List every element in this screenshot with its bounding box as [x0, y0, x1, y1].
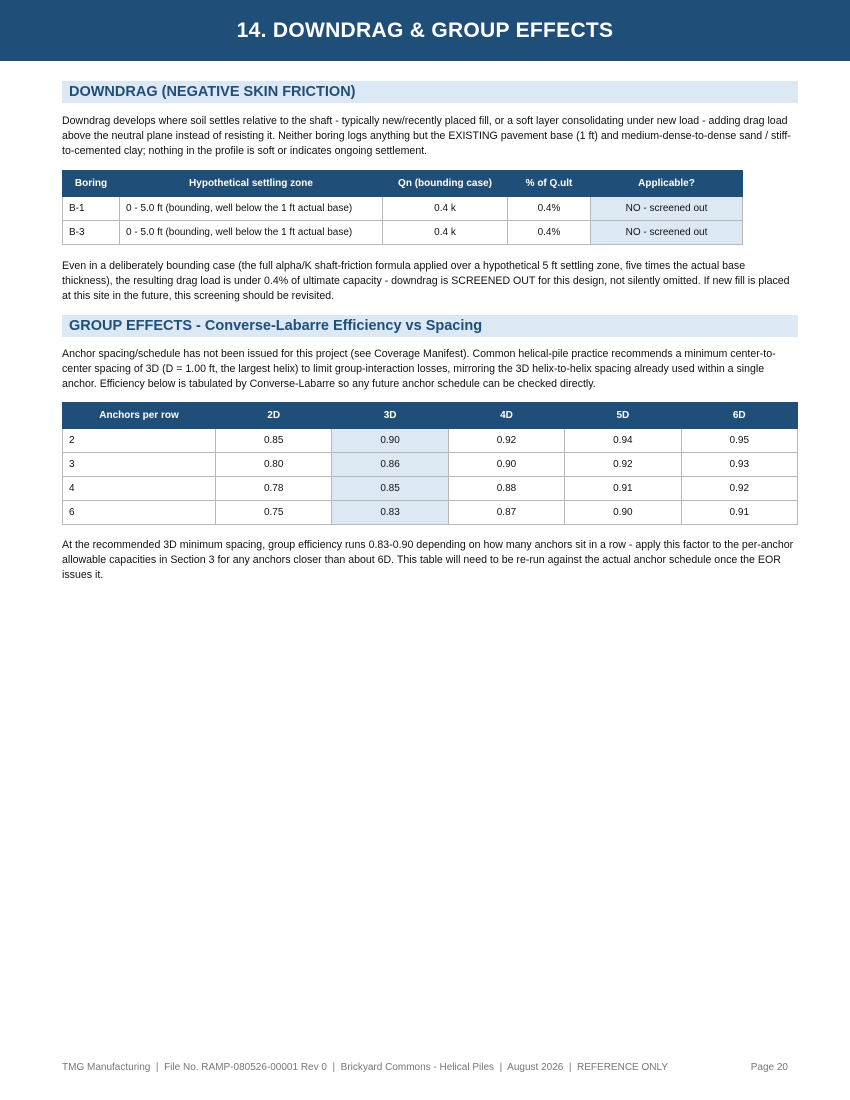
table-row [63, 477, 798, 501]
table-cell: 0 - 5.0 ft (bounding, well below the 1 ft actual base) [120, 221, 383, 245]
table-cell: 0.92 [681, 477, 797, 501]
page-title: 14. DOWNDRAG & GROUP EFFECTS [0, 0, 850, 61]
table-cell: 0.91 [565, 477, 681, 501]
table-row [63, 221, 743, 245]
column-header: 4D [448, 403, 564, 429]
column-header: Qn (bounding case) [383, 171, 508, 197]
table-cell: 0.4% [508, 221, 591, 245]
table-cell: 0 - 5.0 ft (bounding, well below the 1 ft actual base) [120, 197, 383, 221]
table-cell: 0.75 [216, 501, 332, 525]
efficiency-table [62, 402, 798, 525]
page-content [62, 81, 798, 583]
table-cell: 0.78 [216, 477, 332, 501]
footer-text: TMG Manufacturing | File No. RAMP-080526-00001 Rev 0 | Brickyard Commons - Helical Piles | August 2026 | REFERENCE ONLY [62, 1062, 668, 1073]
table-row [63, 501, 798, 525]
page-footer [62, 1062, 788, 1073]
column-header: 5D [565, 403, 681, 429]
downdrag-intro: Downdrag develops where soil settles relative to the shaft - typically new/recently placed fill, or a soft layer consolidating under new load - adding drag load above the neutral plane instead of resisting it. Neither boring logs anything but the EXISTING pavement base (1 ft) and medium-dense-to-dense sand / stiff-to-cemented clay; nothing in the profile is soft or indicates ongoing settlement. [62, 115, 791, 157]
table-cell: 3 [63, 453, 216, 477]
table-cell: 0.85 [332, 477, 448, 501]
table-header-row [63, 403, 798, 429]
table-cell: 0.4 k [383, 221, 508, 245]
column-header: 2D [216, 403, 332, 429]
table-cell: 0.90 [565, 501, 681, 525]
table-cell: 0.91 [681, 501, 797, 525]
downdrag-heading: DOWNDRAG (NEGATIVE SKIN FRICTION) [62, 81, 798, 103]
group-effects-heading: GROUP EFFECTS - Converse-Labarre Efficiency vs Spacing [62, 315, 798, 337]
table-row [63, 197, 743, 221]
group-effects-intro: Anchor spacing/schedule has not been issued for this project (see Coverage Manifest). Common helical-pile practice recommends a minimum center-to-center spacing of 3D (D = 1.00 ft, the largest helix) to limit group-interaction losses, mirroring the 3D helix-to-helix spacing already used within a single anchor. Efficiency below is tabulated by Converse-Labarre so any future anchor schedule can be checked directly. [62, 348, 776, 390]
table-cell: 0.93 [681, 453, 797, 477]
table-cell: 2 [63, 429, 216, 453]
table-row [63, 429, 798, 453]
table-cell: 0.4% [508, 197, 591, 221]
table-cell: 0.94 [565, 429, 681, 453]
table-cell: B-3 [63, 221, 120, 245]
table-cell: 0.95 [681, 429, 797, 453]
table-cell: 0.83 [332, 501, 448, 525]
column-header: Hypothetical settling zone [120, 171, 383, 197]
table-cell: 0.90 [332, 429, 448, 453]
downdrag-conclusion: Even in a deliberately bounding case (the full alpha/K shaft-friction formula applied over a hypothetical 5 ft settling zone, five times the actual base thickness), the resulting drag load is under 0.4% of ultimate capacity - downdrag is SCREENED OUT for this design, not silently omitted. If new fill is placed at this site in the future, this screening should be revisited. [62, 260, 790, 302]
table-cell: 0.4 k [383, 197, 508, 221]
column-header: Applicable? [591, 171, 743, 197]
downdrag-table [62, 170, 743, 245]
applicability-cell: NO - screened out [591, 197, 743, 221]
table-cell: 0.80 [216, 453, 332, 477]
table-cell: 0.85 [216, 429, 332, 453]
table-header-row [63, 171, 743, 197]
column-header: 3D [332, 403, 448, 429]
group-effects-conclusion: At the recommended 3D minimum spacing, group efficiency runs 0.83-0.90 depending on how many anchors sit in a row - apply this factor to the per-anchor allowable capacities in Section 3 for any anchors closer than about 6D. This table will need to be re-run against the actual anchor schedule once the EOR issues it. [62, 539, 794, 581]
table-cell: 4 [63, 477, 216, 501]
table-cell: 0.87 [448, 501, 564, 525]
table-cell: 0.86 [332, 453, 448, 477]
applicability-cell: NO - screened out [591, 221, 743, 245]
table-cell: B-1 [63, 197, 120, 221]
table-cell: 0.92 [448, 429, 564, 453]
column-header: % of Q.ult [508, 171, 591, 197]
column-header: Boring [63, 171, 120, 197]
column-header: 6D [681, 403, 797, 429]
table-cell: 0.90 [448, 453, 564, 477]
table-cell: 0.88 [448, 477, 564, 501]
table-cell: 0.92 [565, 453, 681, 477]
table-cell: 6 [63, 501, 216, 525]
table-row [63, 453, 798, 477]
page-number: Page 20 [750, 1062, 788, 1073]
column-header: Anchors per row [63, 403, 216, 429]
